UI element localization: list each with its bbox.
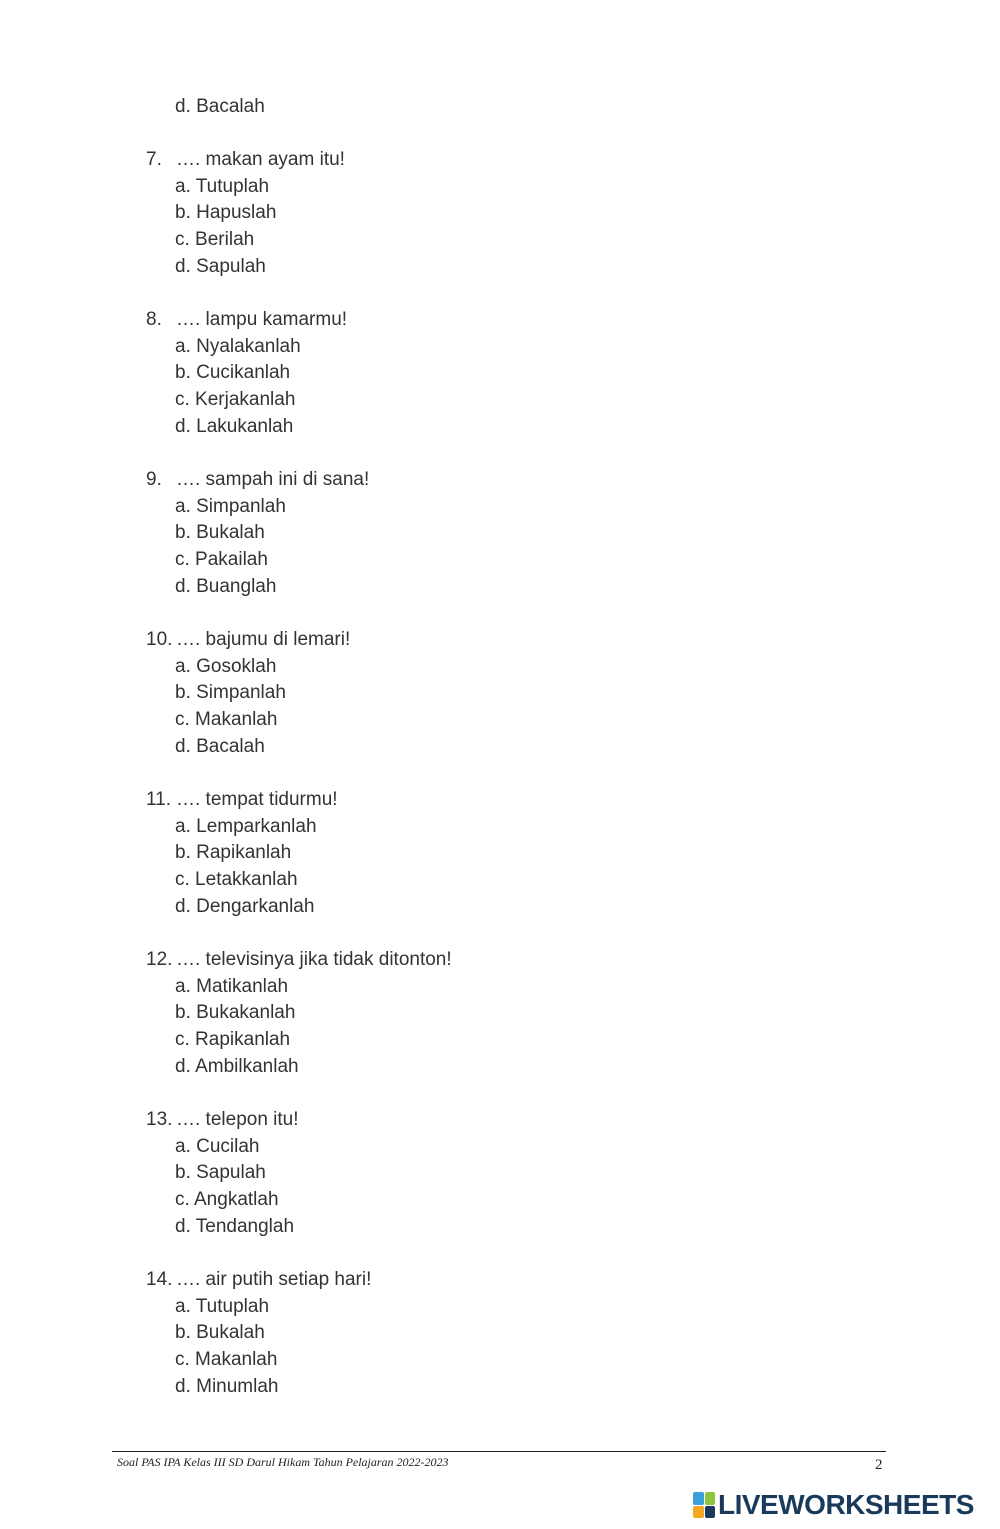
question-7 (146, 147, 345, 280)
option-c[interactable]: c. Kerjakanlah (175, 389, 296, 411)
option-a[interactable]: a. Matikanlah (175, 975, 289, 997)
question-text: …. lampu kamarmu! (176, 309, 348, 330)
logo-square (705, 1492, 716, 1505)
question-11 (146, 787, 338, 920)
option-d[interactable]: d. Minumlah (175, 1375, 279, 1397)
option-a[interactable]: a. Cucilah (175, 1135, 260, 1157)
option-c[interactable]: c. Pakailah (175, 549, 268, 571)
question-text: …. bajumu di lemari! (176, 629, 351, 650)
option-c[interactable]: c. Rapikanlah (175, 1029, 291, 1051)
option-d[interactable]: d. Ambilkanlah (175, 1055, 299, 1077)
liveworksheets-wordmark: LIVEWORKSHEETS (718, 1489, 974, 1520)
option-b[interactable]: b. Sapulah (175, 1162, 266, 1184)
option-b[interactable]: b. Simpanlah (175, 682, 286, 704)
question-number: 9. (146, 469, 162, 490)
option-c[interactable]: c. Letakkanlah (175, 869, 298, 891)
option-a[interactable]: a. Simpanlah (175, 495, 286, 517)
logo-square (693, 1506, 704, 1519)
question-number: 7. (146, 149, 162, 170)
page-number: 2 (875, 1457, 883, 1473)
logo-square (705, 1506, 716, 1519)
question-14 (146, 1267, 371, 1400)
question-number: 13. (146, 1109, 173, 1130)
footer-divider (112, 1451, 886, 1452)
option-d[interactable]: d. Lakukanlah (175, 415, 294, 437)
question-number: 11. (146, 789, 172, 810)
question-number: 12. (146, 949, 173, 970)
option-b[interactable]: b. Cucikanlah (175, 362, 291, 384)
question-9 (146, 467, 369, 600)
option-d[interactable]: d. Sapulah (175, 255, 266, 277)
question-number: 14. (146, 1269, 173, 1290)
question-text: …. air putih setiap hari! (176, 1269, 372, 1290)
question-text: …. makan ayam itu! (176, 149, 345, 170)
question-12 (146, 947, 452, 1080)
option-a[interactable]: a. Lemparkanlah (175, 815, 317, 837)
liveworksheets-brand[interactable] (693, 1489, 974, 1521)
option-c[interactable]: c. Angkatlah (175, 1189, 279, 1211)
question-text: …. televisinya jika tidak ditonton! (176, 949, 452, 970)
option-d[interactable]: d. Dengarkanlah (175, 895, 315, 917)
liveworksheets-logo-icon (693, 1492, 715, 1518)
option-d[interactable]: d. Tendanglah (175, 1215, 295, 1237)
question-text: …. tempat tidurmu! (176, 789, 338, 810)
option-b[interactable]: b. Bukalah (175, 1322, 265, 1344)
question-10 (146, 627, 350, 760)
option-a[interactable]: a. Tutuplah (175, 175, 270, 197)
option-b[interactable]: b. Rapikanlah (175, 842, 292, 864)
question-number: 8. (146, 309, 162, 330)
question-13 (146, 1107, 299, 1240)
option-d-previous-question: d. Bacalah (175, 96, 265, 117)
option-b[interactable]: b. Hapuslah (175, 202, 277, 224)
option-a[interactable]: a. Gosoklah (175, 655, 277, 677)
option-d[interactable]: d. Buanglah (175, 575, 277, 597)
option-c[interactable]: c. Makanlah (175, 1349, 278, 1371)
option-c[interactable]: c. Makanlah (175, 709, 278, 731)
option-b[interactable]: b. Bukakanlah (175, 1002, 296, 1024)
option-d[interactable]: d. Bacalah (175, 735, 265, 757)
option-a[interactable]: a. Nyalakanlah (175, 335, 301, 357)
question-number: 10. (146, 629, 173, 650)
footer-text: Soal PAS IPA Kelas III SD Darul Hikam Tahun Pelajaran 2022-2023 (117, 1455, 449, 1469)
question-text: …. telepon itu! (176, 1109, 299, 1130)
option-a[interactable]: a. Tutuplah (175, 1295, 270, 1317)
logo-square (693, 1492, 704, 1505)
option-b[interactable]: b. Bukalah (175, 522, 265, 544)
question-8 (146, 307, 347, 440)
question-text: …. sampah ini di sana! (176, 469, 370, 490)
option-c[interactable]: c. Berilah (175, 229, 255, 251)
